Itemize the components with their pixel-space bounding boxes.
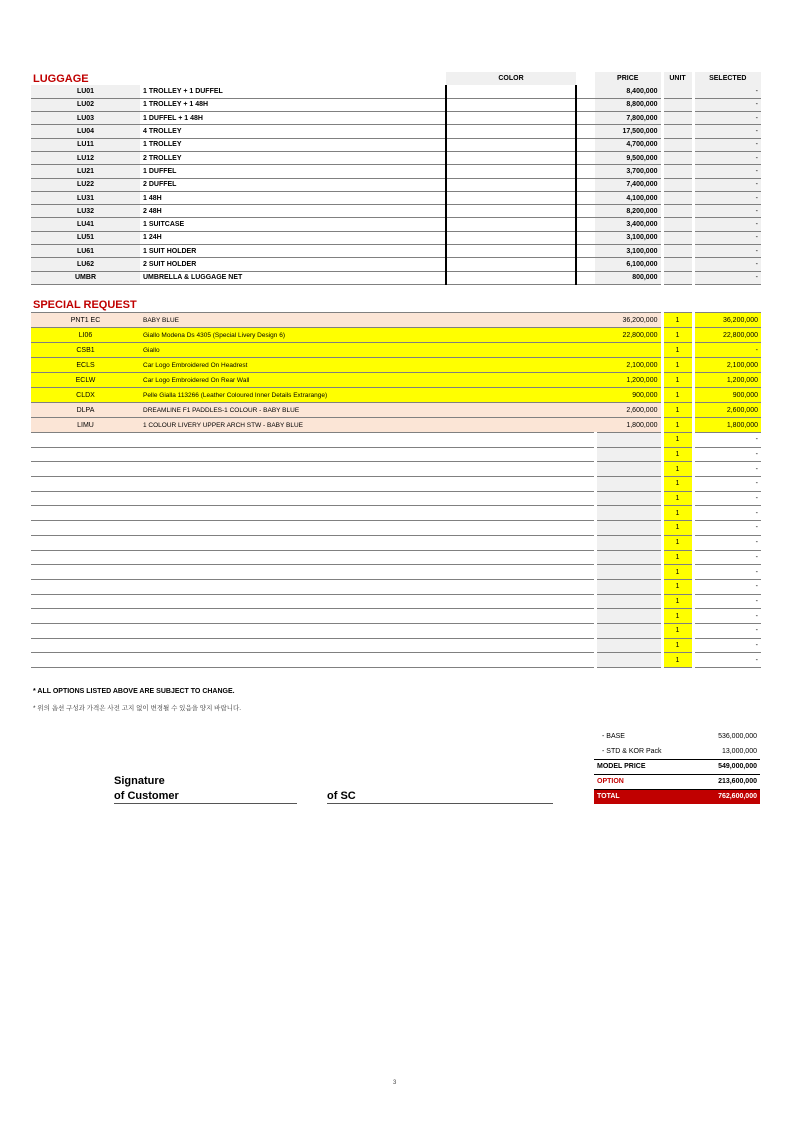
unit-value[interactable]: 1 [662,535,693,550]
price-cell[interactable] [595,433,662,448]
unit-value[interactable]: 1 [662,594,693,609]
item-description: 1 DUFFEL [140,165,446,178]
item-price: 17,500,000 [595,125,662,138]
luggage-row [31,271,761,284]
empty-request-row [31,565,761,580]
description-cell[interactable] [140,521,595,536]
item-price: 4,700,000 [595,138,662,151]
item-description: BABY BLUE [140,313,595,328]
special-request-title: SPECIAL REQUEST [33,299,137,311]
empty-request-row [31,462,761,477]
item-description: 1 SUITCASE [140,218,446,231]
item-code: ECLS [31,358,140,373]
description-cell[interactable] [140,623,595,638]
item-description: 1 48H [140,191,446,204]
selected-value: 22,800,000 [693,328,761,343]
luggage-row [31,112,761,125]
item-price: 7,800,000 [595,112,662,125]
code-cell[interactable] [31,433,140,448]
color-cell[interactable] [446,125,576,138]
unit-value[interactable]: 1 [662,313,693,328]
luggage-row [31,258,761,271]
unit-value[interactable]: 1 [662,623,693,638]
signature-label: Signature [114,775,165,787]
selected-value: - [693,638,761,653]
unit-cell[interactable] [662,138,693,151]
special-request-row [31,328,761,343]
description-cell[interactable] [140,653,595,668]
price-summary [594,729,760,804]
spacer [576,245,595,258]
item-code: LU12 [31,151,140,164]
spacer [576,205,595,218]
price-cell[interactable] [595,491,662,506]
empty-request-row [31,506,761,521]
description-cell[interactable] [140,462,595,477]
selected-value: - [693,165,761,178]
code-cell[interactable] [31,653,140,668]
selected-value: - [693,594,761,609]
item-code: LU02 [31,98,140,111]
luggage-table [31,72,761,285]
customer-signature-line[interactable]: of Customer [114,790,297,804]
code-cell[interactable] [31,535,140,550]
selected-value: - [693,653,761,668]
spacer [576,151,595,164]
option-label: OPTION [597,778,624,785]
luggage-row [31,231,761,244]
item-description: 1 TROLLEY + 1 DUFFEL [140,85,446,98]
empty-request-row [31,653,761,668]
color-cell[interactable] [446,151,576,164]
selected-value: 2,600,000 [693,403,761,418]
unit-value[interactable]: 1 [662,638,693,653]
unit-cell[interactable] [662,98,693,111]
selected-value: - [693,218,761,231]
unit-cell[interactable] [662,112,693,125]
selected-value: - [693,138,761,151]
selected-value: - [693,477,761,492]
luggage-row [31,151,761,164]
spacer [576,125,595,138]
item-price: 6,100,000 [595,258,662,271]
selected-value: - [693,565,761,580]
color-cell[interactable] [446,191,576,204]
price-cell[interactable] [595,477,662,492]
special-request-row [31,418,761,433]
selected-value: - [693,98,761,111]
code-cell[interactable] [31,638,140,653]
unit-value[interactable]: 1 [662,328,693,343]
color-cell[interactable] [446,178,576,191]
selected-value: 36,200,000 [693,313,761,328]
spacer [576,178,595,191]
col-color: COLOR [446,72,576,85]
selected-value: - [693,433,761,448]
luggage-row [31,205,761,218]
spacer [576,231,595,244]
selected-value: - [693,245,761,258]
price-cell[interactable] [595,638,662,653]
note-ko: * 위의 옵션 구성과 가격은 사전 고지 없이 변경될 수 있음을 양지 바랍니다. [33,705,242,712]
selected-value: - [693,191,761,204]
description-cell[interactable] [140,565,595,580]
item-description: DREAMLINE F1 PADDLES-1 COLOUR - BABY BLUE [140,403,595,418]
selected-value: - [693,609,761,624]
item-code: LU11 [31,138,140,151]
price-cell[interactable] [595,550,662,565]
spacer [576,218,595,231]
selected-value: - [693,462,761,477]
price-cell[interactable] [595,609,662,624]
selected-value: - [693,258,761,271]
special-request-row [31,403,761,418]
selected-value: - [693,491,761,506]
unit-value[interactable]: 1 [662,506,693,521]
color-cell[interactable] [446,98,576,111]
selected-value: - [693,623,761,638]
item-code: LU61 [31,245,140,258]
spacer [576,165,595,178]
unit-cell[interactable] [662,258,693,271]
spacer [576,258,595,271]
unit-cell[interactable] [662,191,693,204]
item-code: LU04 [31,125,140,138]
empty-request-row [31,521,761,536]
item-description: 2 SUIT HOLDER [140,258,446,271]
item-price: 3,400,000 [595,218,662,231]
code-cell[interactable] [31,579,140,594]
item-price: 2,600,000 [595,403,662,418]
price-cell[interactable] [595,447,662,462]
unit-value[interactable]: 1 [662,433,693,448]
item-code: ECLW [31,373,140,388]
item-code: CSB1 [31,343,140,358]
unit-cell[interactable] [662,178,693,191]
item-description: 1 TROLLEY + 1 48H [140,98,446,111]
unit-cell[interactable] [662,218,693,231]
item-code: LU22 [31,178,140,191]
code-cell[interactable] [31,609,140,624]
price-cell[interactable] [595,579,662,594]
description-cell[interactable] [140,609,595,624]
color-cell[interactable] [446,218,576,231]
price-cell[interactable] [595,521,662,536]
unit-value[interactable]: 1 [662,358,693,373]
luggage-row [31,191,761,204]
special-request-row [31,343,761,358]
selected-value: - [693,178,761,191]
unit-value[interactable]: 1 [662,521,693,536]
special-request-table [31,312,761,668]
selected-value: - [693,85,761,98]
item-description: Giallo [140,343,595,358]
item-code: UMBR [31,271,140,284]
price-cell[interactable] [595,565,662,580]
unit-value[interactable]: 1 [662,579,693,594]
item-description: 4 TROLLEY [140,125,446,138]
unit-value[interactable]: 1 [662,565,693,580]
luggage-row [31,138,761,151]
std-value: 13,000,000 [721,747,757,755]
selected-value: 1,800,000 [693,418,761,433]
unit-cell[interactable] [662,165,693,178]
unit-value[interactable]: 1 [662,343,693,358]
item-code: PNT1 EC [31,313,140,328]
empty-request-row [31,447,761,462]
item-price: 800,000 [595,271,662,284]
item-description: 1 DUFFEL + 1 48H [140,112,446,125]
item-code: LI06 [31,328,140,343]
description-cell[interactable] [140,579,595,594]
code-cell[interactable] [31,506,140,521]
code-cell[interactable] [31,477,140,492]
item-description: Pelle Gialla 113266 (Leather Coloured Inner Details Extrarange) [140,388,595,403]
item-code: LU03 [31,112,140,125]
selected-value: - [693,205,761,218]
selected-value: - [693,125,761,138]
price-cell[interactable] [595,594,662,609]
spacer [576,271,595,284]
unit-value[interactable]: 1 [662,653,693,668]
unit-cell[interactable] [662,85,693,98]
description-cell[interactable] [140,477,595,492]
empty-request-row [31,594,761,609]
code-cell[interactable] [31,565,140,580]
unit-value[interactable]: 1 [662,418,693,433]
total-label: TOTAL [597,793,620,801]
sc-signature-line[interactable]: of SC [327,790,553,804]
base-label: - BASE [602,733,625,740]
code-cell[interactable] [31,550,140,565]
item-description: 2 48H [140,205,446,218]
color-cell[interactable] [446,165,576,178]
item-price: 900,000 [595,388,662,403]
item-price: 2,100,000 [595,358,662,373]
color-cell[interactable] [446,258,576,271]
item-price: 8,200,000 [595,205,662,218]
selected-value: 2,100,000 [693,358,761,373]
unit-cell[interactable] [662,231,693,244]
selected-value: - [693,343,761,358]
spacer [576,138,595,151]
item-price: 22,800,000 [595,328,662,343]
item-description: UMBRELLA & LUGGAGE NET [140,271,446,284]
price-cell[interactable] [595,462,662,477]
color-cell[interactable] [446,231,576,244]
item-code: DLPA [31,403,140,418]
special-request-row [31,358,761,373]
unit-value[interactable]: 1 [662,609,693,624]
note-en: * ALL OPTIONS LISTED ABOVE ARE SUBJECT TO CHANGE. [33,688,235,695]
item-description: 1 TROLLEY [140,138,446,151]
item-price: 8,400,000 [595,85,662,98]
col-unit: UNIT [662,72,693,85]
item-price: 3,700,000 [595,165,662,178]
item-description: 2 TROLLEY [140,151,446,164]
spacer [576,85,595,98]
luggage-title: LUGGAGE [33,73,89,85]
selected-value: - [693,579,761,594]
item-price [595,343,662,358]
item-code: LU51 [31,231,140,244]
unit-cell[interactable] [662,151,693,164]
unit-value[interactable]: 1 [662,462,693,477]
price-cell[interactable] [595,535,662,550]
color-cell[interactable] [446,138,576,151]
base-value: 536,000,000 [718,733,757,740]
item-price: 7,400,000 [595,178,662,191]
color-cell[interactable] [446,205,576,218]
selected-value: 1,200,000 [693,373,761,388]
item-description: 1 COLOUR LIVERY UPPER ARCH STW - BABY BLUE [140,418,595,433]
code-cell[interactable] [31,623,140,638]
item-description: 1 SUIT HOLDER [140,245,446,258]
description-cell[interactable] [140,535,595,550]
price-cell[interactable] [595,653,662,668]
item-price: 8,800,000 [595,98,662,111]
unit-value[interactable]: 1 [662,491,693,506]
luggage-row [31,165,761,178]
model-price-label: MODEL PRICE [597,763,646,770]
item-price: 36,200,000 [595,313,662,328]
unit-value[interactable]: 1 [662,550,693,565]
description-cell[interactable] [140,491,595,506]
unit-cell[interactable] [662,125,693,138]
color-cell[interactable] [446,245,576,258]
luggage-row [31,245,761,258]
spacer [576,112,595,125]
luggage-row [31,218,761,231]
description-cell[interactable] [140,506,595,521]
selected-value: - [693,231,761,244]
description-cell[interactable] [140,594,595,609]
unit-cell[interactable] [662,205,693,218]
price-cell[interactable] [595,623,662,638]
description-cell[interactable] [140,447,595,462]
total-value: 762,600,000 [718,793,757,801]
item-code: LU31 [31,191,140,204]
luggage-row [31,178,761,191]
unit-value[interactable]: 1 [662,373,693,388]
color-cell[interactable] [446,271,576,284]
unit-cell[interactable] [662,245,693,258]
special-request-row [31,373,761,388]
description-cell[interactable] [140,638,595,653]
price-cell[interactable] [595,506,662,521]
selected-value: - [693,550,761,565]
item-code: LIMU [31,418,140,433]
special-request-row [31,388,761,403]
item-code: LU21 [31,165,140,178]
empty-request-row [31,491,761,506]
item-code: CLDX [31,388,140,403]
description-cell[interactable] [140,433,595,448]
color-cell[interactable] [446,85,576,98]
item-description: Car Logo Embroidered On Headrest [140,358,595,373]
selected-value: - [693,521,761,536]
std-label: - STD & KOR Pack [602,747,662,755]
item-price: 3,100,000 [595,245,662,258]
selected-value: - [693,535,761,550]
item-code: LU62 [31,258,140,271]
col-selected: SELECTED [693,72,761,85]
code-cell[interactable] [31,462,140,477]
selected-value: - [693,506,761,521]
special-request-row [31,313,761,328]
code-cell[interactable] [31,521,140,536]
unit-value[interactable]: 1 [662,388,693,403]
empty-request-row [31,535,761,550]
code-cell[interactable] [31,447,140,462]
selected-value: - [693,151,761,164]
unit-value[interactable]: 1 [662,447,693,462]
selected-value: 900,000 [693,388,761,403]
item-description: 2 DUFFEL [140,178,446,191]
unit-value[interactable]: 1 [662,403,693,418]
selected-value: - [693,112,761,125]
item-description: Giallo Modena Ds 4305 (Special Livery Design 6) [140,328,595,343]
item-price: 3,100,000 [595,231,662,244]
model-price-value: 549,000,000 [718,763,757,770]
item-price: 1,800,000 [595,418,662,433]
code-cell[interactable] [31,594,140,609]
empty-request-row [31,638,761,653]
color-cell[interactable] [446,112,576,125]
empty-request-row [31,477,761,492]
code-cell[interactable] [31,491,140,506]
empty-request-row [31,609,761,624]
spacer [576,98,595,111]
item-description: 1 24H [140,231,446,244]
item-code: LU32 [31,205,140,218]
selected-value: - [693,447,761,462]
selected-value: - [693,271,761,284]
unit-cell[interactable] [662,271,693,284]
luggage-row [31,98,761,111]
item-price: 4,100,000 [595,191,662,204]
spacer [576,191,595,204]
unit-value[interactable]: 1 [662,477,693,492]
description-cell[interactable] [140,550,595,565]
item-code: LU41 [31,218,140,231]
luggage-row [31,125,761,138]
item-description: Car Logo Embroidered On Rear Wall [140,373,595,388]
empty-request-row [31,550,761,565]
option-value: 213,600,000 [718,778,757,785]
luggage-row [31,85,761,98]
empty-request-row [31,433,761,448]
item-price: 1,200,000 [595,373,662,388]
page-number: 3 [393,1080,397,1086]
empty-request-row [31,623,761,638]
item-code: LU01 [31,85,140,98]
col-price: PRICE [595,72,662,85]
empty-request-row [31,579,761,594]
item-price: 9,500,000 [595,151,662,164]
